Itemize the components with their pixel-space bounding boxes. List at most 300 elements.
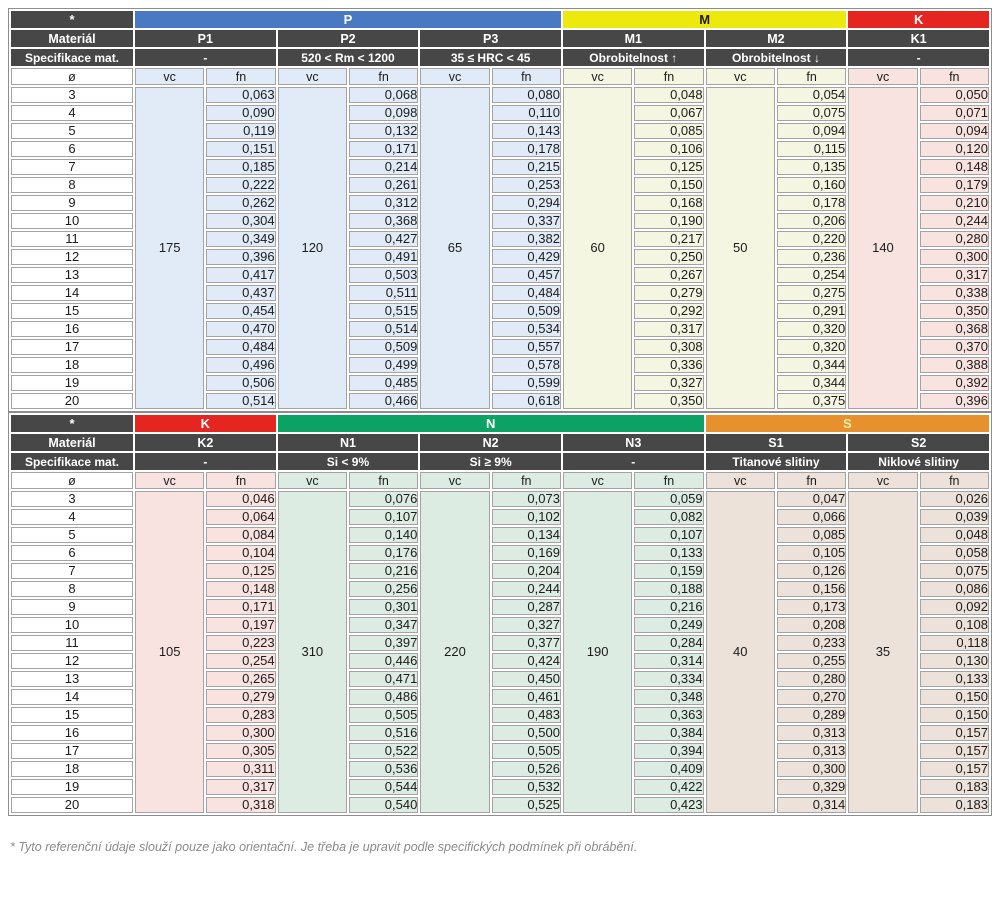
fn-cell-P2: 0,499: [349, 357, 418, 373]
fn-cell-M2: 0,320: [777, 321, 846, 337]
fn-cell-N1: 0,471: [349, 671, 418, 687]
fn-cell-S1: 0,233: [777, 635, 846, 651]
spec-K1: -: [848, 49, 989, 66]
fn-cell-P1: 0,151: [206, 141, 275, 157]
fn-cell-N2: 0,526: [492, 761, 561, 777]
fn-head-P3: fn: [492, 68, 561, 85]
fn-cell-M1: 0,048: [634, 87, 703, 103]
fn-cell-P3: 0,509: [492, 303, 561, 319]
vc-head-M1: vc: [563, 68, 632, 85]
spec-N3: -: [563, 453, 704, 470]
vc-head-P2: vc: [278, 68, 347, 85]
specification-row: [11, 453, 989, 470]
fn-cell-N3: 0,314: [634, 653, 703, 669]
diameter-cell: 13: [11, 267, 133, 283]
diameter-cell: 14: [11, 285, 133, 301]
fn-cell-S2: 0,183: [920, 797, 989, 813]
fn-cell-N3: 0,284: [634, 635, 703, 651]
fn-cell-P3: 0,143: [492, 123, 561, 139]
fn-cell-P2: 0,491: [349, 249, 418, 265]
fn-cell-P2: 0,485: [349, 375, 418, 391]
vc-cell-N1: 310: [278, 491, 347, 813]
fn-cell-S2: 0,183: [920, 779, 989, 795]
fn-cell-N2: 0,505: [492, 743, 561, 759]
vc-cell-N2: 220: [420, 491, 489, 813]
fn-cell-S2: 0,133: [920, 671, 989, 687]
spec-S1: Titanové slitiny: [706, 453, 847, 470]
fn-cell-N3: 0,363: [634, 707, 703, 723]
fn-cell-K1: 0,338: [920, 285, 989, 301]
fn-cell-P3: 0,599: [492, 375, 561, 391]
fn-cell-K2: 0,283: [206, 707, 275, 723]
diameter-cell: 18: [11, 761, 133, 777]
fn-cell-S2: 0,092: [920, 599, 989, 615]
fn-cell-P3: 0,110: [492, 105, 561, 121]
fn-cell-P3: 0,080: [492, 87, 561, 103]
fn-cell-N2: 0,244: [492, 581, 561, 597]
fn-cell-P1: 0,304: [206, 213, 275, 229]
fn-cell-K2: 0,265: [206, 671, 275, 687]
material-header-S2: S2: [848, 434, 989, 451]
fn-cell-K1: 0,280: [920, 231, 989, 247]
fn-cell-S1: 0,085: [777, 527, 846, 543]
fn-cell-K2: 0,318: [206, 797, 275, 813]
fn-cell-N1: 0,446: [349, 653, 418, 669]
spec-label: Specifikace mat.: [11, 453, 133, 470]
fn-cell-P3: 0,294: [492, 195, 561, 211]
fn-cell-S2: 0,026: [920, 491, 989, 507]
fn-cell-K2: 0,046: [206, 491, 275, 507]
fn-cell-N2: 0,500: [492, 725, 561, 741]
fn-cell-P1: 0,417: [206, 267, 275, 283]
cutting-data-table-1: [8, 8, 992, 412]
fn-cell-M2: 0,344: [777, 357, 846, 373]
material-label: Materiál: [11, 30, 133, 47]
fn-cell-M1: 0,190: [634, 213, 703, 229]
fn-cell-N3: 0,059: [634, 491, 703, 507]
material-header-N2: N2: [420, 434, 561, 451]
vc-cell-N3: 190: [563, 491, 632, 813]
cutting-data-table-2: [8, 412, 992, 816]
diameter-cell: 13: [11, 671, 133, 687]
vc-head-P1: vc: [135, 68, 204, 85]
fn-head-S2: fn: [920, 472, 989, 489]
diameter-cell: 9: [11, 195, 133, 211]
fn-cell-S2: 0,108: [920, 617, 989, 633]
fn-cell-N2: 0,073: [492, 491, 561, 507]
fn-cell-N2: 0,287: [492, 599, 561, 615]
fn-cell-N1: 0,301: [349, 599, 418, 615]
diameter-cell: 10: [11, 617, 133, 633]
fn-cell-P1: 0,063: [206, 87, 275, 103]
fn-head-S1: fn: [777, 472, 846, 489]
fn-head-M1: fn: [634, 68, 703, 85]
fn-cell-P3: 0,215: [492, 159, 561, 175]
fn-cell-M1: 0,168: [634, 195, 703, 211]
fn-cell-P1: 0,454: [206, 303, 275, 319]
fn-cell-N3: 0,216: [634, 599, 703, 615]
fn-cell-K2: 0,104: [206, 545, 275, 561]
fn-cell-N2: 0,525: [492, 797, 561, 813]
fn-cell-K2: 0,197: [206, 617, 275, 633]
fn-cell-K1: 0,148: [920, 159, 989, 175]
vc-head-N2: vc: [420, 472, 489, 489]
fn-cell-N3: 0,249: [634, 617, 703, 633]
group-band-row: [11, 11, 989, 28]
fn-cell-P1: 0,262: [206, 195, 275, 211]
vc-cell-P2: 120: [278, 87, 347, 409]
fn-cell-N1: 0,347: [349, 617, 418, 633]
vc-head-K1: vc: [848, 68, 917, 85]
diameter-cell: 6: [11, 141, 133, 157]
fn-cell-M1: 0,125: [634, 159, 703, 175]
group-header-P: P: [135, 11, 561, 28]
fn-cell-S1: 0,300: [777, 761, 846, 777]
fn-cell-N3: 0,423: [634, 797, 703, 813]
fn-cell-M2: 0,135: [777, 159, 846, 175]
fn-cell-M1: 0,317: [634, 321, 703, 337]
fn-cell-K1: 0,071: [920, 105, 989, 121]
fn-cell-K1: 0,350: [920, 303, 989, 319]
material-header-P1: P1: [135, 30, 276, 47]
fn-cell-N3: 0,422: [634, 779, 703, 795]
fn-cell-P1: 0,349: [206, 231, 275, 247]
fn-cell-K2: 0,084: [206, 527, 275, 543]
fn-cell-P2: 0,509: [349, 339, 418, 355]
diameter-cell: 7: [11, 563, 133, 579]
material-header-N1: N1: [278, 434, 419, 451]
spec-M1: Obrobitelnost ↑: [563, 49, 704, 66]
vc-cell-S2: 35: [848, 491, 917, 813]
fn-cell-S1: 0,105: [777, 545, 846, 561]
material-row: [11, 30, 989, 47]
vc-cell-K2: 105: [135, 491, 204, 813]
cutting-data-table: [8, 8, 992, 412]
fn-cell-M2: 0,254: [777, 267, 846, 283]
fn-cell-P1: 0,496: [206, 357, 275, 373]
fn-cell-P2: 0,171: [349, 141, 418, 157]
fn-cell-S1: 0,047: [777, 491, 846, 507]
fn-cell-N2: 0,134: [492, 527, 561, 543]
group-band-row: [11, 415, 989, 432]
diameter-cell: 14: [11, 689, 133, 705]
fn-cell-P3: 0,534: [492, 321, 561, 337]
fn-cell-N2: 0,424: [492, 653, 561, 669]
fn-cell-S2: 0,157: [920, 761, 989, 777]
fn-cell-M1: 0,217: [634, 231, 703, 247]
diameter-cell: 20: [11, 393, 133, 409]
fn-cell-S1: 0,208: [777, 617, 846, 633]
diameter-cell: 10: [11, 213, 133, 229]
fn-head-N3: fn: [634, 472, 703, 489]
fn-cell-N3: 0,107: [634, 527, 703, 543]
fn-cell-P2: 0,368: [349, 213, 418, 229]
table-row: [11, 491, 989, 507]
fn-cell-N3: 0,334: [634, 671, 703, 687]
fn-cell-M1: 0,336: [634, 357, 703, 373]
fn-cell-M2: 0,115: [777, 141, 846, 157]
fn-cell-P3: 0,429: [492, 249, 561, 265]
fn-cell-K1: 0,396: [920, 393, 989, 409]
diameter-cell: 5: [11, 527, 133, 543]
diameter-cell: 16: [11, 321, 133, 337]
fn-cell-M1: 0,279: [634, 285, 703, 301]
fn-cell-P3: 0,337: [492, 213, 561, 229]
fn-cell-P3: 0,557: [492, 339, 561, 355]
fn-cell-K1: 0,210: [920, 195, 989, 211]
spec-N1: Si < 9%: [278, 453, 419, 470]
diameter-cell: 18: [11, 357, 133, 373]
fn-cell-M2: 0,054: [777, 87, 846, 103]
fn-cell-N1: 0,505: [349, 707, 418, 723]
fn-cell-M2: 0,236: [777, 249, 846, 265]
fn-cell-K1: 0,179: [920, 177, 989, 193]
diameter-cell: 16: [11, 725, 133, 741]
fn-cell-M2: 0,178: [777, 195, 846, 211]
diameter-cell: 17: [11, 743, 133, 759]
fn-cell-M2: 0,275: [777, 285, 846, 301]
material-header-M2: M2: [706, 30, 847, 47]
diameter-label: ø: [11, 472, 133, 489]
fn-cell-S1: 0,280: [777, 671, 846, 687]
fn-cell-S1: 0,313: [777, 725, 846, 741]
fn-cell-S1: 0,255: [777, 653, 846, 669]
fn-cell-P1: 0,506: [206, 375, 275, 391]
fn-cell-P3: 0,178: [492, 141, 561, 157]
material-header-N3: N3: [563, 434, 704, 451]
fn-head-K1: fn: [920, 68, 989, 85]
fn-head-M2: fn: [777, 68, 846, 85]
diameter-cell: 11: [11, 231, 133, 247]
fn-cell-M1: 0,106: [634, 141, 703, 157]
diameter-cell: 7: [11, 159, 133, 175]
fn-cell-P2: 0,503: [349, 267, 418, 283]
fn-cell-S1: 0,314: [777, 797, 846, 813]
vc-head-P3: vc: [420, 68, 489, 85]
fn-cell-K1: 0,392: [920, 375, 989, 391]
spec-M2: Obrobitelnost ↓: [706, 49, 847, 66]
fn-cell-M1: 0,292: [634, 303, 703, 319]
fn-cell-N1: 0,076: [349, 491, 418, 507]
fn-cell-P2: 0,515: [349, 303, 418, 319]
group-header-K: K: [848, 11, 989, 28]
fn-cell-N2: 0,483: [492, 707, 561, 723]
spec-K2: -: [135, 453, 276, 470]
vc-head-S1: vc: [706, 472, 775, 489]
diameter-cell: 19: [11, 375, 133, 391]
vc-cell-M1: 60: [563, 87, 632, 409]
fn-cell-P2: 0,511: [349, 285, 418, 301]
fn-cell-N3: 0,394: [634, 743, 703, 759]
specification-row: [11, 49, 989, 66]
fn-cell-P1: 0,222: [206, 177, 275, 193]
diameter-cell: 19: [11, 779, 133, 795]
fn-cell-K1: 0,050: [920, 87, 989, 103]
spec-P1: -: [135, 49, 276, 66]
fn-cell-K1: 0,388: [920, 357, 989, 373]
asterisk-header: *: [11, 415, 133, 432]
fn-cell-N1: 0,256: [349, 581, 418, 597]
diameter-cell: 3: [11, 491, 133, 507]
fn-cell-S1: 0,126: [777, 563, 846, 579]
fn-cell-M1: 0,250: [634, 249, 703, 265]
fn-cell-M2: 0,220: [777, 231, 846, 247]
fn-cell-M2: 0,291: [777, 303, 846, 319]
fn-cell-K1: 0,120: [920, 141, 989, 157]
fn-cell-M1: 0,267: [634, 267, 703, 283]
fn-cell-M2: 0,075: [777, 105, 846, 121]
column-head-row: [11, 68, 989, 85]
fn-cell-M2: 0,160: [777, 177, 846, 193]
fn-cell-N3: 0,133: [634, 545, 703, 561]
vc-cell-P1: 175: [135, 87, 204, 409]
spec-S2: Niklové slitiny: [848, 453, 989, 470]
fn-cell-P1: 0,437: [206, 285, 275, 301]
fn-cell-P2: 0,214: [349, 159, 418, 175]
diameter-cell: 6: [11, 545, 133, 561]
fn-cell-S2: 0,130: [920, 653, 989, 669]
diameter-cell: 20: [11, 797, 133, 813]
vc-head-N3: vc: [563, 472, 632, 489]
vc-head-N1: vc: [278, 472, 347, 489]
fn-cell-N1: 0,397: [349, 635, 418, 651]
fn-cell-P1: 0,470: [206, 321, 275, 337]
diameter-cell: 12: [11, 249, 133, 265]
fn-cell-K2: 0,223: [206, 635, 275, 651]
material-header-K1: K1: [848, 30, 989, 47]
fn-cell-S1: 0,313: [777, 743, 846, 759]
diameter-cell: 5: [11, 123, 133, 139]
fn-cell-N2: 0,532: [492, 779, 561, 795]
fn-cell-M1: 0,150: [634, 177, 703, 193]
diameter-label: ø: [11, 68, 133, 85]
fn-cell-M2: 0,320: [777, 339, 846, 355]
fn-cell-M2: 0,094: [777, 123, 846, 139]
table-row: [11, 87, 989, 103]
vc-cell-P3: 65: [420, 87, 489, 409]
fn-cell-N1: 0,176: [349, 545, 418, 561]
fn-cell-S2: 0,150: [920, 689, 989, 705]
group-header-N: N: [278, 415, 704, 432]
fn-cell-M1: 0,308: [634, 339, 703, 355]
vc-cell-S1: 40: [706, 491, 775, 813]
fn-cell-P1: 0,090: [206, 105, 275, 121]
fn-cell-P3: 0,484: [492, 285, 561, 301]
diameter-cell: 3: [11, 87, 133, 103]
spec-N2: Si ≥ 9%: [420, 453, 561, 470]
fn-cell-K2: 0,125: [206, 563, 275, 579]
fn-cell-K1: 0,244: [920, 213, 989, 229]
material-header-K2: K2: [135, 434, 276, 451]
fn-cell-M1: 0,327: [634, 375, 703, 391]
material-header-M1: M1: [563, 30, 704, 47]
fn-cell-S2: 0,086: [920, 581, 989, 597]
fn-cell-M1: 0,067: [634, 105, 703, 121]
fn-cell-P2: 0,427: [349, 231, 418, 247]
fn-cell-S1: 0,173: [777, 599, 846, 615]
fn-cell-K2: 0,148: [206, 581, 275, 597]
fn-cell-P3: 0,618: [492, 393, 561, 409]
diameter-cell: 15: [11, 303, 133, 319]
fn-cell-N1: 0,540: [349, 797, 418, 813]
fn-cell-P3: 0,457: [492, 267, 561, 283]
fn-cell-S1: 0,156: [777, 581, 846, 597]
fn-cell-M2: 0,344: [777, 375, 846, 391]
diameter-cell: 15: [11, 707, 133, 723]
column-head-row: [11, 472, 989, 489]
fn-cell-S2: 0,157: [920, 743, 989, 759]
fn-cell-K2: 0,279: [206, 689, 275, 705]
fn-cell-S2: 0,048: [920, 527, 989, 543]
fn-cell-N1: 0,107: [349, 509, 418, 525]
material-header-P3: P3: [420, 30, 561, 47]
diameter-cell: 11: [11, 635, 133, 651]
asterisk-header: *: [11, 11, 133, 28]
material-header-S1: S1: [706, 434, 847, 451]
fn-cell-K1: 0,317: [920, 267, 989, 283]
fn-cell-S2: 0,058: [920, 545, 989, 561]
fn-cell-P3: 0,578: [492, 357, 561, 373]
diameter-cell: 17: [11, 339, 133, 355]
fn-cell-N1: 0,140: [349, 527, 418, 543]
fn-cell-N2: 0,327: [492, 617, 561, 633]
vc-head-M2: vc: [706, 68, 775, 85]
diameter-cell: 9: [11, 599, 133, 615]
fn-cell-S2: 0,157: [920, 725, 989, 741]
fn-cell-S2: 0,075: [920, 563, 989, 579]
fn-cell-P1: 0,484: [206, 339, 275, 355]
fn-cell-S2: 0,150: [920, 707, 989, 723]
fn-cell-K2: 0,254: [206, 653, 275, 669]
fn-cell-P2: 0,312: [349, 195, 418, 211]
group-header-S: S: [706, 415, 989, 432]
material-row: [11, 434, 989, 451]
diameter-cell: 8: [11, 581, 133, 597]
fn-cell-P1: 0,514: [206, 393, 275, 409]
fn-head-K2: fn: [206, 472, 275, 489]
cutting-data-table: [8, 412, 992, 816]
fn-cell-N3: 0,082: [634, 509, 703, 525]
fn-cell-N3: 0,188: [634, 581, 703, 597]
fn-cell-K1: 0,094: [920, 123, 989, 139]
fn-cell-P2: 0,098: [349, 105, 418, 121]
fn-cell-P3: 0,253: [492, 177, 561, 193]
fn-cell-S2: 0,118: [920, 635, 989, 651]
material-header-P2: P2: [278, 30, 419, 47]
fn-cell-N2: 0,377: [492, 635, 561, 651]
fn-cell-N2: 0,450: [492, 671, 561, 687]
fn-cell-K2: 0,064: [206, 509, 275, 525]
spec-P3: 35 ≤ HRC < 45: [420, 49, 561, 66]
spec-P2: 520 < Rm < 1200: [278, 49, 419, 66]
fn-head-P2: fn: [349, 68, 418, 85]
fn-cell-K2: 0,317: [206, 779, 275, 795]
fn-cell-P1: 0,185: [206, 159, 275, 175]
fn-cell-K2: 0,305: [206, 743, 275, 759]
fn-cell-P1: 0,119: [206, 123, 275, 139]
fn-cell-K2: 0,300: [206, 725, 275, 741]
fn-cell-N3: 0,159: [634, 563, 703, 579]
fn-cell-M2: 0,375: [777, 393, 846, 409]
material-label: Materiál: [11, 434, 133, 451]
fn-cell-K2: 0,171: [206, 599, 275, 615]
fn-cell-K1: 0,370: [920, 339, 989, 355]
fn-cell-N1: 0,516: [349, 725, 418, 741]
fn-cell-N2: 0,102: [492, 509, 561, 525]
fn-cell-P2: 0,261: [349, 177, 418, 193]
fn-cell-N1: 0,216: [349, 563, 418, 579]
fn-cell-N1: 0,486: [349, 689, 418, 705]
